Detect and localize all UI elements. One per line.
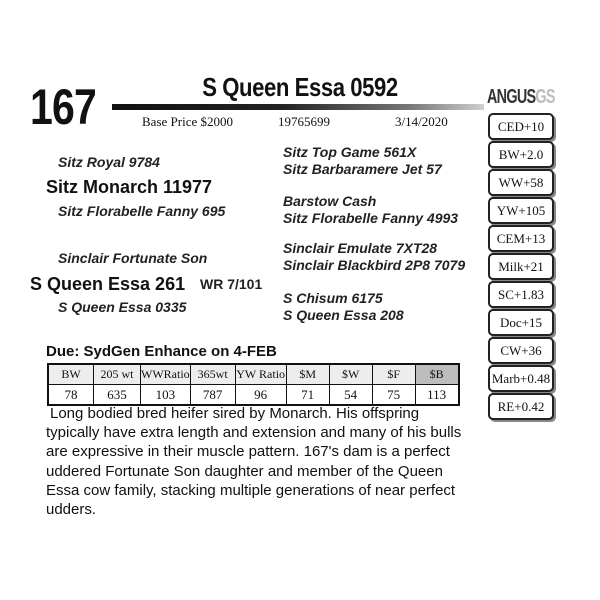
value-ywratio: 96 xyxy=(235,385,286,406)
epd-sc: SC+1.83 xyxy=(488,281,554,308)
due-date-line: Due: SydGen Enhance on 4-FEB xyxy=(46,343,277,360)
epd-re: RE+0.42 xyxy=(488,393,554,420)
pedigree-sire-dam: Sitz Florabelle Fanny 695 xyxy=(58,203,226,219)
angus-logo xyxy=(487,86,555,109)
value-365wt: 787 xyxy=(190,385,235,406)
value-bw: 78 xyxy=(64,386,78,402)
epd-marb: Marb+0.48 xyxy=(488,365,554,392)
col-header-b: $B xyxy=(415,364,459,385)
pedigree-dam-wr: WR 7/101 xyxy=(200,276,263,292)
pedigree-ss-dam: Sitz Barbaramere Jet 57 xyxy=(283,161,442,177)
value-wwratio: 103 xyxy=(141,385,191,406)
value-w: 54 xyxy=(329,385,372,406)
epd-ced: CED+10 xyxy=(488,113,554,140)
col-header-ywratio: YW Ratio xyxy=(235,364,286,385)
col-header-m: $M xyxy=(286,364,329,385)
col-header-wwratio: WWRatio xyxy=(141,364,191,385)
performance-table xyxy=(47,363,460,406)
epd-milk: Milk+21 xyxy=(488,253,554,280)
epd-ww: WW+58 xyxy=(488,169,554,196)
base-price: Base Price $2000 xyxy=(142,114,233,129)
epd-doc: Doc+15 xyxy=(488,309,554,336)
value-b: 113 xyxy=(415,385,459,406)
pedigree-sire-sire: Sitz Royal 9784 xyxy=(58,154,160,170)
registration-number: 19765699 xyxy=(278,114,330,129)
epd-bw: BW+2.0 xyxy=(488,141,554,168)
pedigree-ds-dam: Sinclair Blackbird 2P8 7079 xyxy=(283,257,466,273)
value-205wt: 635 xyxy=(94,385,141,406)
col-header-205wt: 205 wt xyxy=(94,364,141,385)
animal-name: S Queen Essa 0592 xyxy=(202,72,398,102)
epd-yw: YW+105 xyxy=(488,197,554,224)
epd-cem: CEM+13 xyxy=(488,225,554,252)
pedigree-dam-sire: Sinclair Fortunate Son xyxy=(58,250,208,266)
col-header-f: $F xyxy=(372,364,415,385)
lot-number: 167 xyxy=(30,79,96,135)
pedigree-sd-dam: Sitz Florabelle Fanny 4993 xyxy=(283,210,459,226)
header-rule xyxy=(112,104,484,110)
lot-description: Long bodied bred heifer sired by Monarch. His offspring typically have extra length and extension and many of his bulls are expressive in their muscle pattern. 167's dam is a perfect uddered Fortunate Son daughter and member of the Queen Essa cow family, stacking multiple generations of near perfect udders. xyxy=(46,405,462,519)
angus-logo-suffix: GS xyxy=(535,86,555,108)
col-header-w: $W xyxy=(329,364,372,385)
value-m: 71 xyxy=(286,385,329,406)
epd-column xyxy=(486,113,556,421)
performance-value-row xyxy=(48,385,459,406)
pedigree-sire: Sitz Monarch 11977 xyxy=(46,177,213,197)
pedigree-ss-sire: Sitz Top Game 561X xyxy=(283,144,417,160)
col-header-bw: BW xyxy=(48,364,94,385)
pedigree-dam-dam: S Queen Essa 0335 xyxy=(58,299,187,315)
pedigree-dd-dam: S Queen Essa 208 xyxy=(283,307,404,323)
angus-logo-word: ANGUS xyxy=(487,86,536,108)
col-header-365wt: 365wt xyxy=(190,364,235,385)
epd-cw: CW+36 xyxy=(488,337,554,364)
pedigree-ds-sire: Sinclair Emulate 7XT28 xyxy=(283,240,438,256)
value-f: 75 xyxy=(372,385,415,406)
pedigree-dam: S Queen Essa 261 xyxy=(30,274,186,294)
performance-header-row xyxy=(48,364,459,385)
birth-date: 3/14/2020 xyxy=(395,114,448,129)
pedigree-dd-sire: S Chisum 6175 xyxy=(283,290,383,306)
pedigree-sd-sire: Barstow Cash xyxy=(283,193,377,209)
